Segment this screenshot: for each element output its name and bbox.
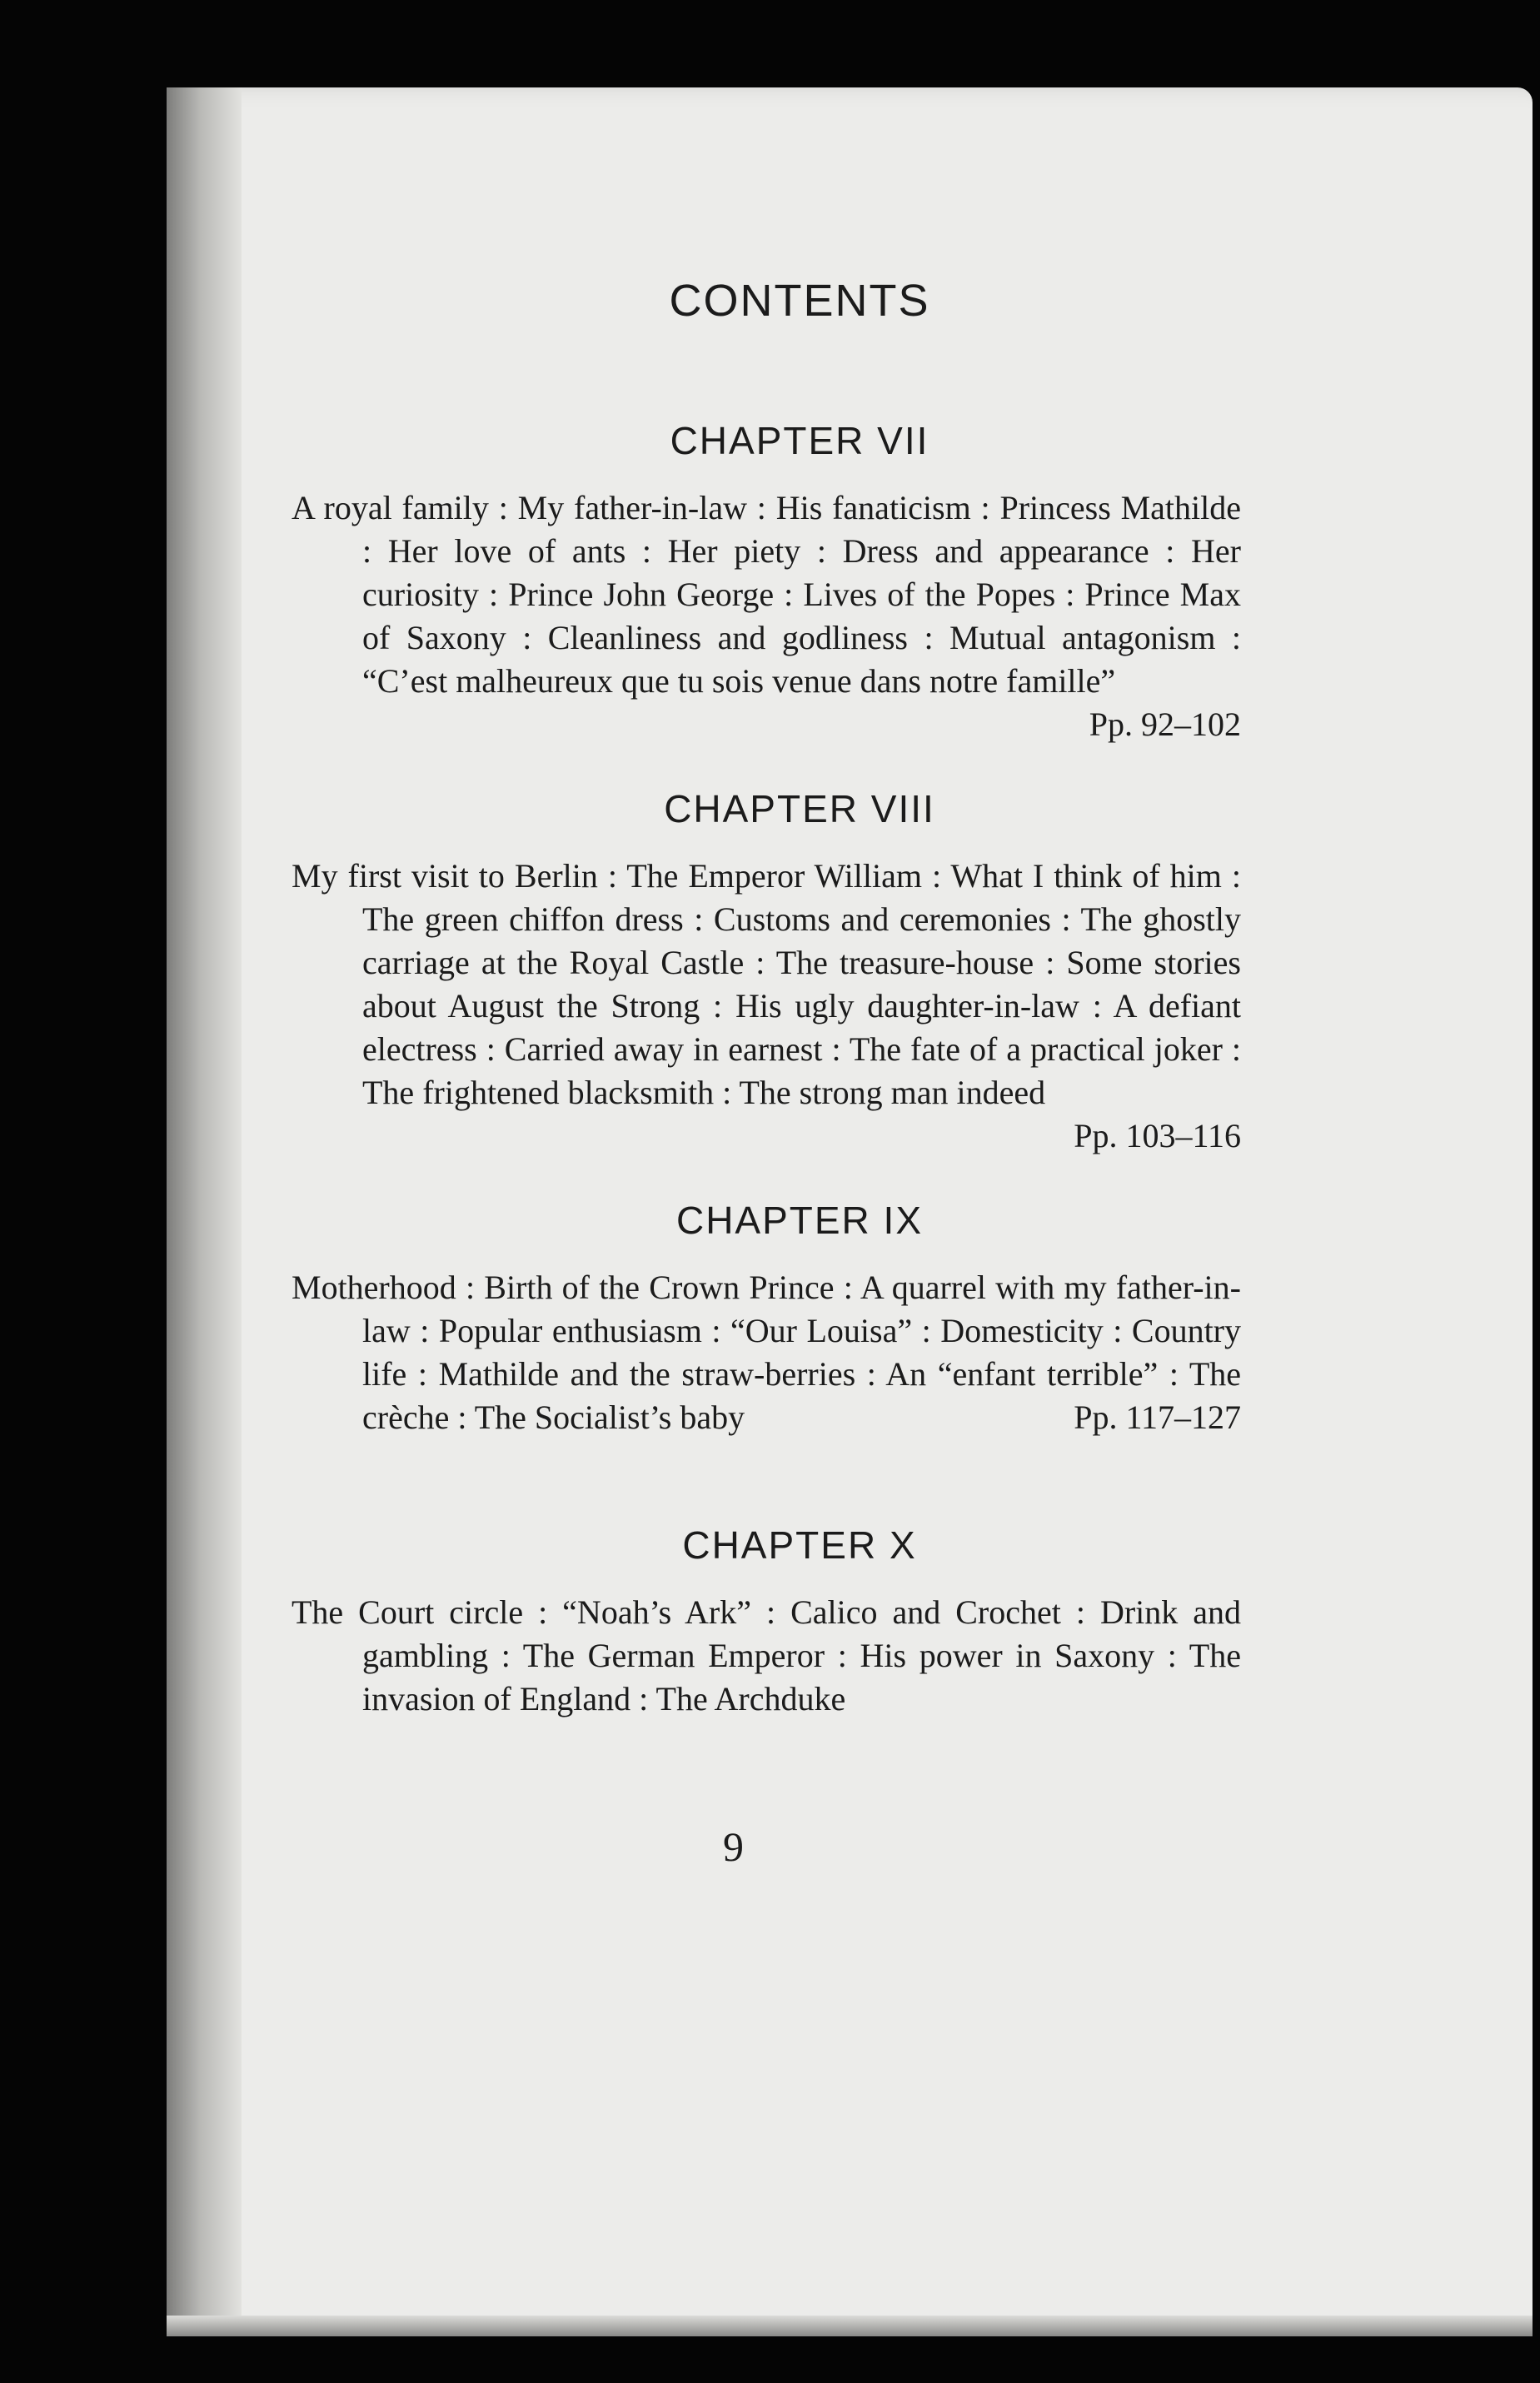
chapter-summary-text: Motherhood : Birth of the Crown Prince : A quarrel with my father-in-law : Popular enthusiasm : “Our Louisa” : Domesticity : Country life : Mathilde and the straw-berries : An “enfant terrible” : The crèche : The Socialist’s baby xyxy=(292,1269,1241,1436)
chapter-summary xyxy=(292,486,1241,743)
chapter-title: CHAPTER X xyxy=(682,1523,917,1567)
chapter-title: CHAPTER VIII xyxy=(664,787,935,830)
chapter-entry xyxy=(292,1198,1241,1439)
chapter-summary-text: The Court circle : “Noah’s Ark” : Calico and Crochet : Drink and gambling : The German Emperor : His power in Saxony : The invasion of England : The Archduke xyxy=(292,1593,1241,1717)
chapter-summary-text: My first visit to Berlin : The Emperor William : What I think of him : The green chiffon dress : Customs and ceremonies : The ghostly carriage at the Royal Castle : The treasure-house : Some stories about August the Strong : His ugly daughter-in-law : A defiant electress : Carried away in earnest : The fate of a practical joker : The frightened blacksmith : The strong man indeed xyxy=(292,857,1241,1111)
chapter-entry xyxy=(292,786,1241,1154)
chapter-title: CHAPTER VII xyxy=(670,419,929,462)
chapter-summary-text: A royal family : My father-in-law : His fanaticism : Princess Mathilde : Her love of ants : Her piety : Dress and appearance : Her curiosity : Prince John George : Lives of the Popes : Prince Max of Saxony : Cleanliness and godliness : Mutual antagonism : “C’est malheureux que tu sois venue dans notre famille” xyxy=(292,489,1241,700)
chapter-page-range: Pp. 92–102 xyxy=(1089,705,1241,743)
page-bottom-edge xyxy=(167,2316,1533,2336)
contents-heading: CONTENTS xyxy=(669,276,930,326)
chapter-page-range: Pp. 117–127 xyxy=(1074,1398,1241,1436)
chapter-summary xyxy=(292,1266,1241,1439)
chapter-entry xyxy=(292,1523,1241,1721)
chapter-entry xyxy=(292,418,1241,743)
page-number: 9 xyxy=(723,1823,744,1870)
chapter-page-range: Pp. 103–116 xyxy=(1074,1117,1241,1154)
chapter-summary xyxy=(292,855,1241,1154)
contents-text xyxy=(292,275,1241,1804)
chapter-title: CHAPTER IX xyxy=(675,1199,924,1242)
page-gutter-shadow xyxy=(167,87,242,2336)
chapter-summary xyxy=(292,1591,1241,1721)
